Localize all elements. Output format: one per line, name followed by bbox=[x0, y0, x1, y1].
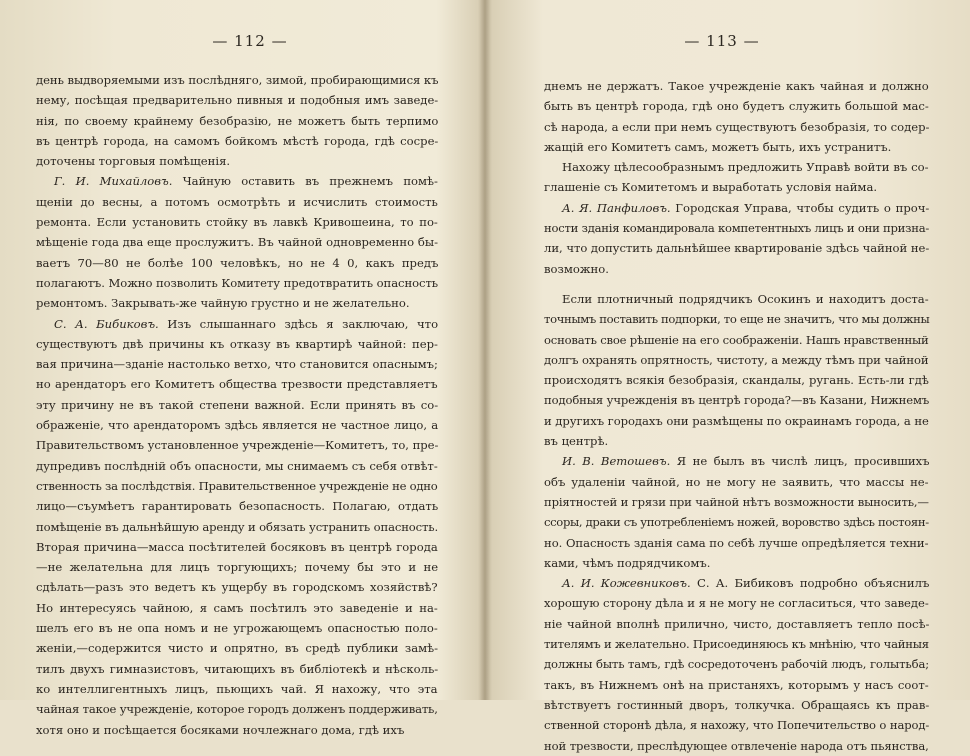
text-line bbox=[544, 137, 929, 157]
line-text: тителямъ и желательно. Присоединяюсь къ мнѣнію, что чайныя bbox=[544, 637, 929, 652]
line-text: ками, чѣмъ подрядчикомъ. bbox=[544, 555, 711, 570]
line-text: мѣщеніе года два еще прослужитъ. Въ чайной одновременно бы- bbox=[36, 235, 438, 250]
text-line bbox=[36, 253, 438, 273]
line-text: сѣ народа, а если при немъ существуютъ безобразія, то содер- bbox=[544, 119, 930, 134]
line-text: —не желательна для лицъ торгующихъ; почему бы это и не bbox=[36, 560, 439, 575]
line-text: Вторая причина—масса посѣтителей босяковъ въ центрѣ города bbox=[36, 539, 438, 554]
text-line bbox=[36, 334, 438, 354]
line-text: Изъ слышаннаго здѣсь я заключаю, что bbox=[158, 316, 439, 331]
line-text: ваетъ 70—80 не болѣе 100 человѣкъ, но не 4 0, какъ предъ bbox=[36, 255, 439, 270]
line-text: Нахожу цѣлесообразнымъ предложить Управѣ войти въ со- bbox=[562, 160, 929, 175]
text-line bbox=[544, 573, 929, 593]
text-line bbox=[544, 96, 929, 116]
text-line bbox=[36, 456, 438, 476]
text-line bbox=[36, 374, 438, 394]
text-line bbox=[36, 517, 438, 537]
text-line bbox=[544, 553, 929, 573]
text-line bbox=[36, 131, 438, 151]
text-line bbox=[36, 192, 438, 212]
line-text: точнымъ поставить подпорки, то еще не значитъ, что мы должны bbox=[544, 312, 930, 327]
line-text: днемъ не держатъ. Такое учрежденіе какъ чайная и должно bbox=[544, 79, 929, 93]
text-line bbox=[544, 289, 929, 309]
speaker-name: А. Я. Панфиловъ. bbox=[562, 200, 671, 215]
line-text: Если плотничный подрядчикъ Осокинъ и находитъ доста- bbox=[562, 291, 929, 306]
speaker-name: Г. И. Михайловъ. bbox=[54, 174, 173, 189]
speaker-name: А. И. Кожевниковъ. bbox=[562, 576, 691, 591]
line-text: ственность за послѣдствія. Правительственное учрежденіе не одно bbox=[36, 478, 438, 493]
text-line bbox=[544, 117, 929, 137]
line-text: полагаютъ. Можно позволить Комитету предотвратить опасность bbox=[36, 275, 439, 290]
text-line bbox=[36, 354, 438, 374]
line-text: ли, что допустить дальнѣйшее квартированіе здѣсь чайной не- bbox=[544, 241, 930, 256]
speaker-name: И. В. Ветошевъ. bbox=[562, 454, 671, 469]
text-line bbox=[36, 293, 438, 313]
text-line bbox=[36, 212, 438, 232]
line-text: глашеніе съ Комитетомъ и выработать условія найма. bbox=[544, 180, 878, 195]
left-page-text bbox=[36, 70, 438, 740]
line-text: въ центрѣ города, на самомъ бойкомъ мѣстѣ города, гдѣ сосре- bbox=[36, 133, 439, 148]
line-text: подобныя учрежденія въ центрѣ города?—въ Казани, Нижнемъ bbox=[544, 393, 930, 408]
line-text: ніе чайной вполнѣ прилично, чисто, доставляетъ тепло посѣ- bbox=[544, 616, 930, 631]
text-line bbox=[544, 370, 929, 390]
line-text: пріятностей и грязи при чайной нѣтъ возможности выносить,— bbox=[544, 494, 929, 509]
line-text: ремонтомъ. Закрывать-же чайную грустно и не желательно. bbox=[36, 296, 410, 311]
right-page-text bbox=[544, 76, 929, 756]
text-line bbox=[36, 638, 438, 658]
text-line bbox=[36, 699, 438, 719]
line-text: объ удаленіи чайной, но не могу не заявить, что массы не- bbox=[544, 474, 929, 489]
text-line bbox=[544, 715, 929, 735]
text-line bbox=[36, 557, 438, 577]
text-line bbox=[544, 411, 929, 431]
text-line bbox=[544, 675, 929, 695]
line-text: вѣтствуетъ гостинный дворъ, толкучка. Обращаясь къ прав- bbox=[544, 697, 930, 712]
line-text: нія, по своему крайнему безобразію, не можетъ быть терпимо bbox=[36, 113, 439, 128]
text-line bbox=[544, 330, 929, 350]
line-text: въ центрѣ. bbox=[544, 434, 609, 449]
line-text: хотя оно и посѣщается босяками ночлежнаго дома, гдѣ ихъ bbox=[36, 722, 405, 737]
page-number-right: — 113 — bbox=[684, 32, 760, 50]
text-line bbox=[544, 157, 929, 177]
text-line bbox=[544, 736, 929, 756]
text-line bbox=[544, 451, 929, 471]
line-text: существуютъ двѣ причины къ отказу въ квартирѣ чайной: пер- bbox=[36, 336, 438, 351]
line-text: долгъ охранять опрятность, чистоту, а между тѣмъ при чайной bbox=[544, 352, 929, 367]
line-text: но. Опасность зданія сама по себѣ лучше опредѣляется техни- bbox=[544, 535, 929, 550]
left-page bbox=[0, 0, 480, 737]
text-line bbox=[36, 273, 438, 293]
text-line bbox=[36, 232, 438, 252]
text-line bbox=[36, 314, 438, 334]
text-line bbox=[544, 390, 929, 410]
page-number-left: — 112 — bbox=[212, 32, 288, 50]
text-line bbox=[544, 614, 929, 634]
line-text: но арендаторъ его Комитетъ общества трезвости представляетъ bbox=[36, 377, 438, 392]
text-line bbox=[36, 171, 438, 191]
line-text: ности зданія командировала компетентныхъ лицъ и они призна- bbox=[544, 221, 930, 236]
line-text: день выдворяемыми изъ послѣдняго, зимой, пробирающимися къ bbox=[36, 73, 439, 87]
line-text: Но интересуясь чайною, я самъ посѣтилъ это заведеніе и на- bbox=[36, 600, 438, 615]
text-line bbox=[544, 634, 929, 654]
text-line bbox=[544, 238, 929, 258]
text-line bbox=[544, 198, 929, 218]
text-line bbox=[36, 537, 438, 557]
text-line bbox=[544, 472, 929, 492]
text-line bbox=[544, 654, 929, 674]
text-line bbox=[36, 496, 438, 516]
text-line bbox=[544, 259, 929, 279]
text-line bbox=[36, 111, 438, 131]
text-line bbox=[36, 577, 438, 597]
text-line bbox=[544, 177, 929, 197]
line-text: жащій его Комитетъ самъ, можетъ быть, ихъ устранитъ. bbox=[544, 139, 892, 154]
text-line bbox=[544, 512, 929, 532]
line-text: ссоры, драки съ употребленіемъ ножей, воровство здѣсь постоян- bbox=[544, 515, 929, 530]
line-text: Чайную оставить въ прежнемъ помѣ- bbox=[172, 174, 438, 189]
line-text: доточены торговыя помѣщенія. bbox=[36, 154, 231, 169]
text-line bbox=[36, 679, 438, 699]
text-line bbox=[544, 76, 929, 96]
text-line bbox=[36, 151, 438, 171]
text-line bbox=[544, 533, 929, 553]
line-text: тилъ двухъ гимназистовъ, читающихъ въ библіотекѣ и нѣсколь- bbox=[36, 661, 439, 676]
line-text: дупредивъ послѣдній объ опасности, мы снимаемъ съ себя отвѣт- bbox=[36, 458, 438, 473]
line-text: С. А. Бибиковъ подробно объяснилъ bbox=[690, 576, 930, 591]
text-line bbox=[36, 598, 438, 618]
text-line bbox=[544, 695, 929, 715]
line-text: вая причина—зданіе настолько ветхо, что становится опаснымъ; bbox=[36, 357, 438, 372]
text-line bbox=[36, 415, 438, 435]
line-text: эту причину не въ такой степени важной. Если принять въ со- bbox=[36, 397, 439, 412]
line-text: основать свое рѣшеніе на его соображеніи. Нашъ нравственный bbox=[544, 332, 929, 347]
text-line bbox=[36, 90, 438, 110]
line-text: шелъ его въ не опа номъ и не угрожающемъ опасностью поло- bbox=[36, 621, 438, 636]
speaker-name: С. А. Бибиковъ. bbox=[54, 316, 159, 331]
text-line bbox=[36, 70, 438, 90]
line-text: сдѣлать—разъ это ведетъ къ ущербу въ городскомъ хозяйствѣ? bbox=[36, 580, 438, 595]
paragraph-gap bbox=[544, 279, 929, 289]
line-text: ной трезвости, преслѣдующее отвлеченіе народа отъ пьянства, bbox=[544, 738, 929, 753]
line-text: ремонта. Если установить стойку въ лавкѣ Кривошеина, то по- bbox=[36, 215, 438, 230]
line-text: помѣщеніе въ дальнѣйшую аренду и обязать устранить опасность. bbox=[36, 519, 439, 534]
text-line bbox=[544, 492, 929, 512]
line-text: хорошую сторону дѣла и я не могу не согласиться, что заведе- bbox=[544, 596, 929, 611]
line-text: женіи,—содержится чисто и опрятно, въ средѣ публики замѣ- bbox=[36, 641, 439, 656]
text-line bbox=[544, 309, 929, 329]
line-text: ко интеллигентныхъ лицъ, пьющихъ чай. Я нахожу, что эта bbox=[36, 681, 438, 696]
line-text: такъ, въ Нижнемъ онѣ на пристаняхъ, которымъ у насъ соот- bbox=[544, 677, 929, 692]
line-text: щеніи до весны, а потомъ осмотрѣть и исчислить стоимость bbox=[36, 194, 438, 209]
text-line bbox=[544, 431, 929, 451]
text-line bbox=[544, 593, 929, 613]
line-text: происходятъ всякія безобразія, скандалы, ругань. Есть-ли гдѣ bbox=[544, 373, 929, 388]
line-text: ственной сторонѣ дѣла, я нахожу, что Попечительство о народ- bbox=[544, 718, 930, 733]
text-line bbox=[36, 720, 438, 740]
line-text: возможно. bbox=[544, 261, 609, 276]
line-text: Я не былъ въ числѣ лицъ, просившихъ bbox=[670, 454, 930, 469]
text-line bbox=[36, 618, 438, 638]
line-text: должны быть тамъ, гдѣ сосредоточенъ рабочій людъ, голытьба; bbox=[544, 657, 930, 672]
text-line bbox=[544, 350, 929, 370]
line-text: Правительствомъ установленное учрежденіе—Комитетъ, то, пре- bbox=[36, 438, 439, 453]
right-page bbox=[490, 0, 970, 753]
line-text: лицо—съумѣетъ гарантировать безопасность. Полагаю, отдать bbox=[36, 499, 439, 514]
line-text: ображеніе, что арендаторомъ здѣсь является не частное лицо, а bbox=[36, 418, 439, 433]
text-line bbox=[36, 395, 438, 415]
line-text: и другихъ городахъ они размѣщены по окраинамъ города, а не bbox=[544, 413, 929, 428]
text-line bbox=[544, 218, 929, 238]
text-line bbox=[36, 659, 438, 679]
line-text: нему, посѣщая предварительно пивныя и подобныя имъ заведе- bbox=[36, 93, 439, 108]
text-line bbox=[36, 435, 438, 455]
line-text: чайная такое учрежденіе, которое городъ долженъ поддерживать, bbox=[36, 702, 438, 717]
line-text: Городская Управа, чтобы судить о проч- bbox=[670, 200, 930, 215]
line-text: быть въ центрѣ города, гдѣ оно будетъ служить большой мас- bbox=[544, 99, 929, 114]
text-line bbox=[36, 476, 438, 496]
